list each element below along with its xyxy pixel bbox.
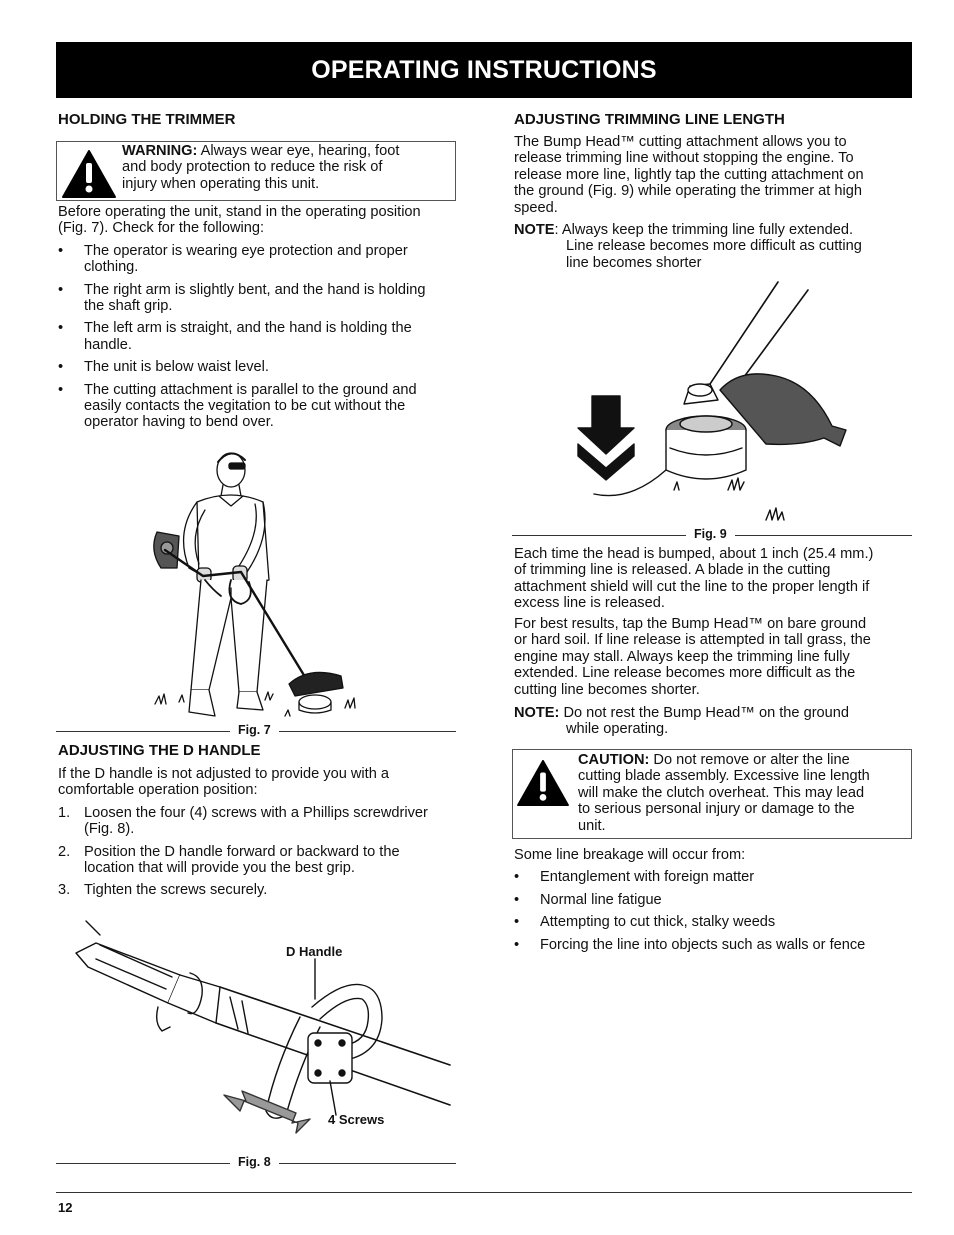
fig9-label: Fig. 9: [686, 527, 735, 541]
note-2: NOTE: Do not rest the Bump Head™ on the ground while operating.: [514, 705, 850, 738]
screws-callout: 4 Screws: [328, 1112, 385, 1127]
breakage-section: [514, 847, 914, 953]
warning-text: [122, 143, 399, 192]
fig7-label: Fig. 7: [230, 723, 279, 737]
trimming-intro: The Bump Head™ cutting attachment allows you to release trimming line without stopping the engine. To release more line, lightly tap the cutting attachment on the ground (Fig. 9) while operating the trimmer at high speed.: [514, 134, 864, 216]
page-title-banner: [56, 42, 912, 98]
caution-triangle-icon: [516, 759, 570, 807]
trimming-heading: ADJUSTING TRIMMING LINE LENGTH: [514, 111, 785, 128]
dhandle-body: [58, 766, 458, 899]
holding-intro: Before operating the unit, stand in the operating position (Fig. 7). Check for the following:: [58, 204, 421, 237]
list-item: • Attempting to cut thick, stalky weeds: [514, 914, 776, 931]
warning-box: [56, 141, 456, 201]
list-item: • Normal line fatigue: [514, 891, 662, 908]
caution-box: [512, 749, 912, 839]
caution-label: CAUTION:: [578, 752, 650, 768]
list-item: 3. Tighten the screws securely.: [58, 882, 268, 899]
holding-body: [58, 204, 458, 431]
warning-line: and body protection to reduce the risk of: [122, 159, 383, 176]
note-2-label: NOTE:: [514, 705, 560, 721]
warning-label: WARNING:: [122, 143, 198, 159]
best-results-paragraph: For best results, tap the Bump Head™ on bare ground or hard soil. If line release is attempted in tall grass, the engine may stall. Always keep the trimming line fully extended. Line release becomes more difficult as the cutting line becomes shorter.: [514, 616, 871, 698]
dhandle-heading: ADJUSTING THE D HANDLE: [58, 742, 261, 759]
d-handle-callout: D Handle: [286, 944, 343, 959]
footer-rule: [56, 1192, 912, 1193]
page-number: 12: [58, 1200, 73, 1215]
list-item: • Forcing the line into objects such as walls or fence: [514, 936, 866, 953]
list-item: 1. Loosen the four (4) screws with a Phillips screwdriver (Fig. 8).: [58, 804, 428, 838]
page-title: OPERATING INSTRUCTIONS: [311, 56, 657, 84]
list-item: • The unit is below waist level.: [58, 359, 269, 376]
note-1-label: NOTE: [514, 222, 555, 238]
fig8-label: Fig. 8: [230, 1155, 279, 1169]
list-item: 2. Position the D handle forward or backward to the location that will provide you the best grip.: [58, 843, 400, 877]
list-item: • The operator is wearing eye protection and proper clothing.: [58, 242, 408, 276]
bump-paragraph: Each time the head is bumped, about 1 inch (25.4 mm.) of trimming line is released. A blade in the cutting attachment shield will cut the line to the proper length if excess line is released.: [514, 546, 874, 612]
list-item: • The right arm is slightly bent, and the hand is holding the shaft grip.: [58, 281, 426, 315]
d-handle-illustration: [70, 915, 450, 1155]
warning-line: injury when operating this unit.: [122, 175, 320, 192]
breakage-intro: Some line breakage will occur from:: [514, 847, 746, 863]
note-1: NOTE: Always keep the trimming line fully extended. Line release becomes more difficult as cutting line becomes shorter: [514, 222, 862, 271]
warning-line: Always wear eye, hearing, foot: [197, 143, 400, 159]
dhandle-intro: If the D handle is not adjusted to provide you with a comfortable operation position:: [58, 766, 389, 799]
bump-head-illustration: [570, 280, 860, 525]
holding-heading: HOLDING THE TRIMMER: [58, 111, 236, 128]
list-item: • Entanglement with foreign matter: [514, 869, 755, 886]
list-item: • The cutting attachment is parallel to the ground and easily contacts the vegitation to be cut without the operator having to bend over.: [58, 381, 417, 431]
caution-text: CAUTION: Do not remove or alter the line cutting blade assembly. Excessive line length will make the clutch overheat. This may lead to serious personal injury or damage to the unit.: [578, 752, 870, 834]
list-item: • The left arm is straight, and the hand is holding the handle.: [58, 320, 412, 353]
operator-illustration: [145, 440, 375, 725]
warning-triangle-icon: [61, 149, 117, 199]
